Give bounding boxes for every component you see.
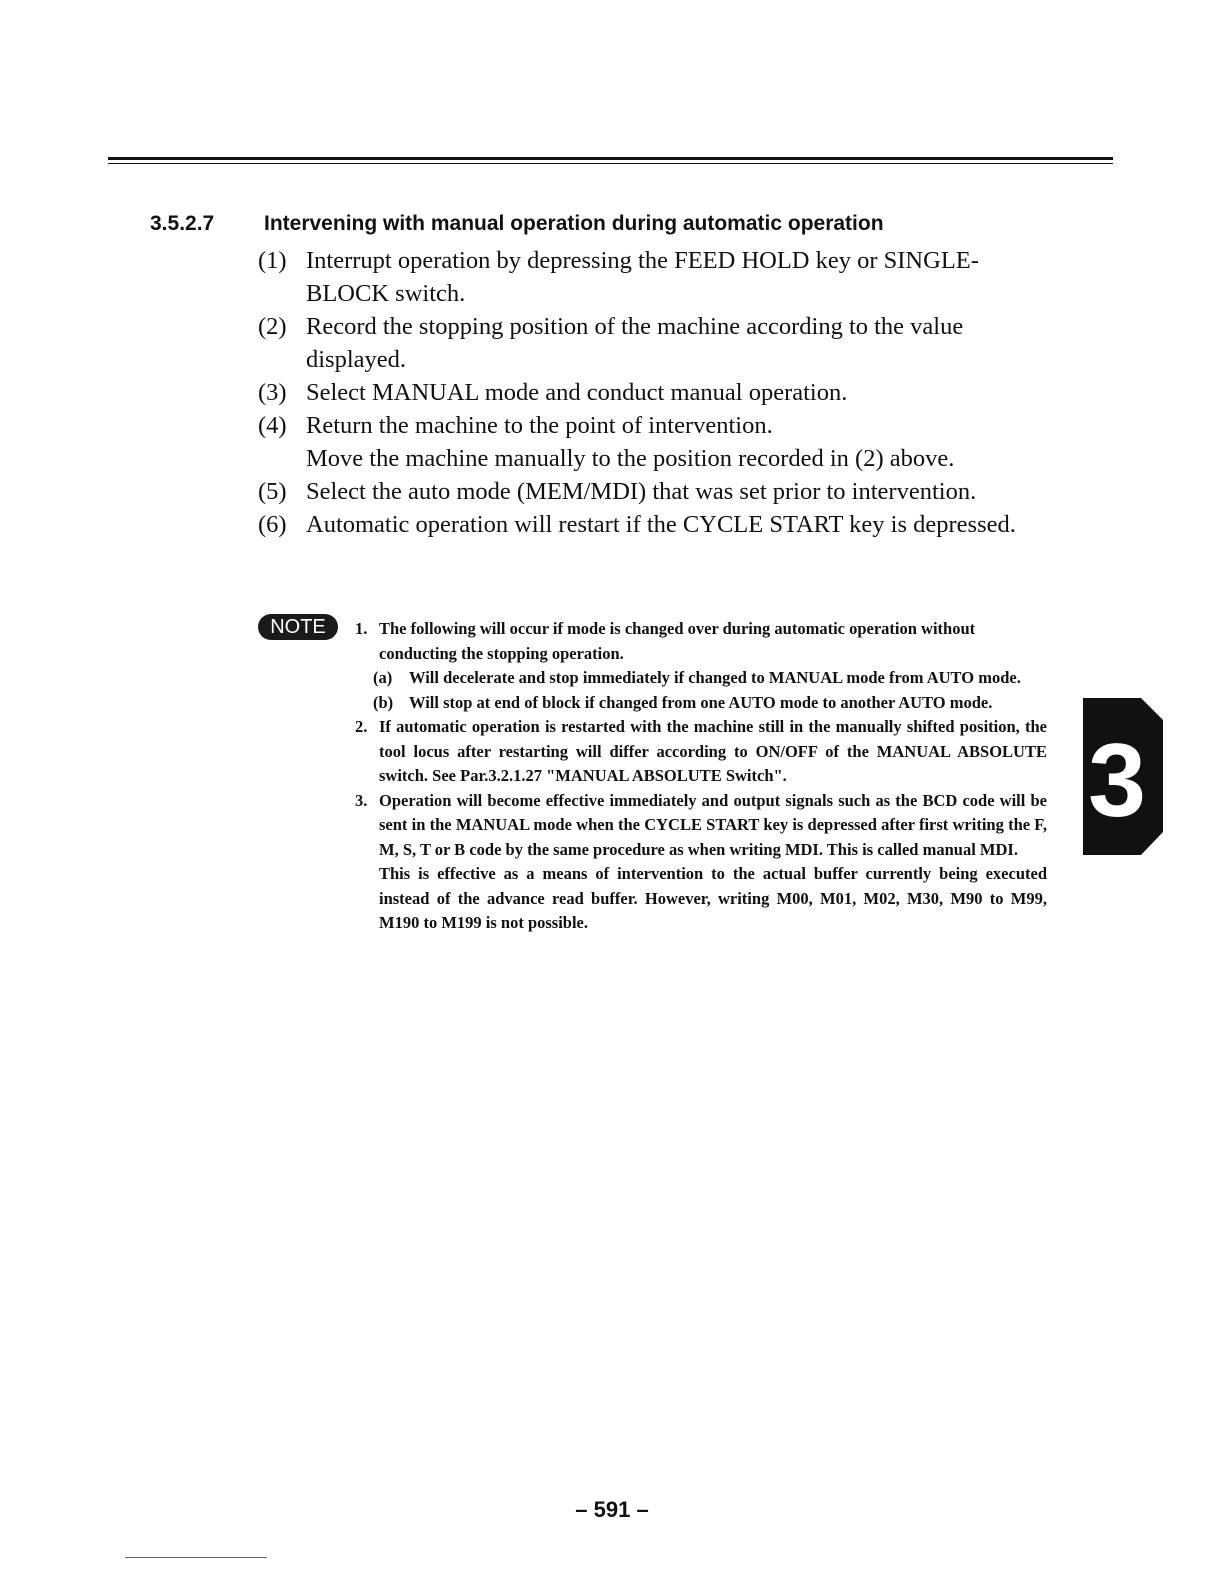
step-5 [258,475,1058,508]
note-subitem-b [355,691,1047,716]
note-label: 3. [355,790,368,810]
header-rule-thick [108,157,1113,160]
note-subitem-a [355,666,1047,691]
procedure-steps [258,244,1058,541]
note-text: Will stop at end of block if changed from one AUTO mode to another AUTO mode. [409,692,993,712]
note-text: The following will occur if mode is changed over during automatic operation without conducting the stopping operation. [379,619,976,663]
step-1 [258,244,1058,310]
step-2 [258,310,1058,376]
section-number: 3.5.2.7 [150,212,215,235]
note-label: 2. [355,717,368,736]
section-heading [150,212,1050,236]
step-text: Select MANUAL mode and conduct manual operation. [306,379,848,406]
note-item-1 [355,617,1047,666]
note-badge: NOTE [258,614,338,640]
step-text: Automatic operation will restart if the CYCLE START key is depressed. [306,511,1016,538]
chapter-tab-number: 3 [1088,723,1146,839]
section-title: Intervening with manual operation during automatic operation [264,212,884,235]
note-label: (b) [373,692,394,712]
step-text: Interrupt operation by depressing the FEED HOLD key or SINGLE-BLOCK switch. [306,247,979,307]
note-text: This is effective as a means of intervention to the actual buffer currently being executed instead of the advance read buffer. However, writing M00, M01, M02, M30, M90 to M99, M190 to M199 is not possible. [379,864,1047,932]
step-label: (5) [258,478,287,505]
note-item-2 [355,715,1047,789]
step-text: Return the machine to the point of intervention. [306,412,773,439]
page-number: – 591 – [575,1497,649,1522]
step-6 [258,508,1058,541]
footer-link-line [125,1557,267,1558]
step-label: (6) [258,511,287,538]
step-4-continuation [258,442,1058,475]
step-label: (1) [258,247,287,274]
note-text: If automatic operation is restarted with the machine still in the manually shifted position, the tool locus after restarting will differ according to ON/OFF of the MANUAL ABSOLUTE switch. See Par.3.2.1.27 "MANUAL ABSOLUTE Switch". [379,717,1047,785]
step-label: (4) [258,412,287,439]
chapter-tab-marker [1083,698,1163,855]
step-text: Record the stopping position of the machine according to the value displayed. [306,313,964,373]
step-label: (2) [258,313,287,340]
note-list [355,617,1047,936]
step-4 [258,409,1058,442]
note-text: Operation will become effective immediately and output signals such as the BCD code will be sent in the MANUAL mode when the CYCLE START key is depressed after first writing the F, M, S, T or B code by the same procedure as when writing MDI. This is called manual MDI. [379,790,1047,859]
header-rule-thin [108,163,1113,164]
note-text: Will decelerate and stop immediately if changed to MANUAL mode from AUTO mode. [409,668,1021,687]
note-item-3-continuation [355,862,1047,936]
note-label: 1. [355,619,368,638]
step-3 [258,376,1058,409]
note-label: (a) [373,668,393,687]
step-text: Move the machine manually to the position recorded in (2) above. [306,445,955,472]
note-item-3 [355,789,1047,863]
step-text: Select the auto mode (MEM/MDI) that was set prior to intervention. [306,478,977,505]
step-label: (3) [258,379,287,406]
